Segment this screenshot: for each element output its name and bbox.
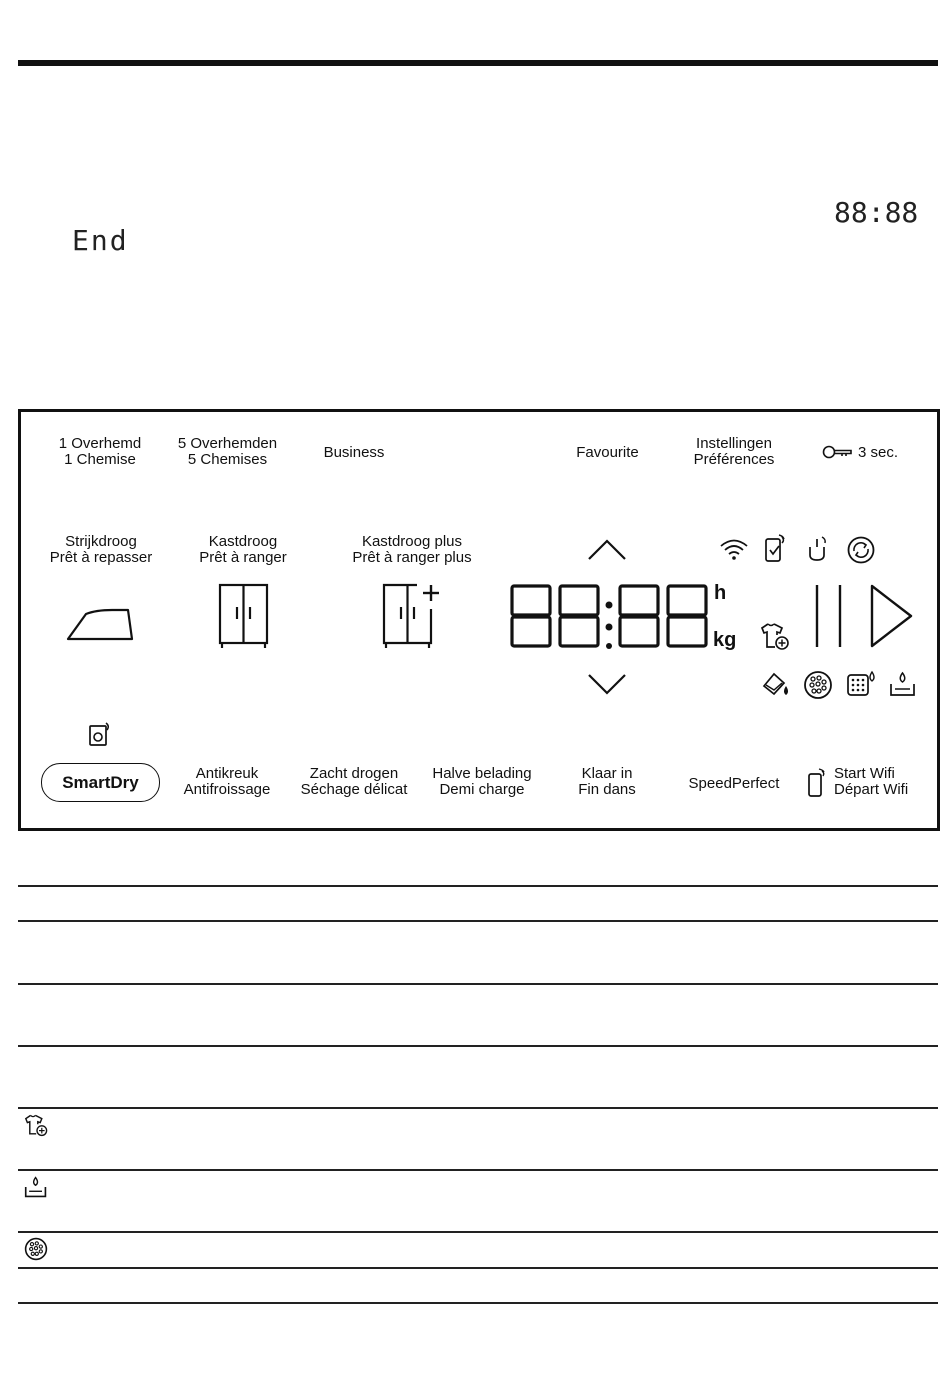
ready-in-label-fr: Fin dans xyxy=(578,781,636,798)
start-wifi-label-nl: Start Wifi xyxy=(834,765,895,782)
wardrobe-icon[interactable] xyxy=(218,583,270,649)
main-display xyxy=(510,583,710,649)
plug-icon xyxy=(807,535,831,563)
iron-dry-label xyxy=(40,534,162,566)
chevron-up-icon[interactable] xyxy=(587,537,627,561)
ready-in-button[interactable] xyxy=(562,766,652,798)
remote-start-icon xyxy=(764,533,788,563)
fluff-filter-icon xyxy=(24,1237,48,1261)
favourite-button[interactable]: Favourite xyxy=(576,444,639,461)
water-container-icon xyxy=(762,670,792,698)
pause-icon[interactable] xyxy=(812,583,846,649)
anticrease-button[interactable] xyxy=(177,766,277,798)
table-rule xyxy=(18,1107,938,1109)
key-icon xyxy=(822,445,854,459)
unit-kg: kg xyxy=(713,629,737,651)
water-tray-icon xyxy=(889,670,917,698)
settings-label-nl: Instellingen xyxy=(696,435,772,452)
table-rule xyxy=(18,885,938,887)
shirt-plus-icon xyxy=(24,1113,50,1137)
gentle-dry-button[interactable] xyxy=(296,766,412,798)
play-icon[interactable] xyxy=(868,583,914,649)
start-wifi-label xyxy=(834,766,908,798)
table-rule xyxy=(18,1302,938,1304)
half-load-button[interactable] xyxy=(426,766,538,798)
fluff-filter-icon xyxy=(803,670,833,700)
shirt-plus-icon xyxy=(760,621,792,651)
ready-in-label-nl: Klaar in xyxy=(581,765,633,782)
refresh-icon xyxy=(846,535,876,565)
half-load-label-fr: Demi charge xyxy=(439,781,525,798)
condenser-icon xyxy=(846,670,876,698)
anticrease-label-nl: Antikreuk xyxy=(195,765,259,782)
table-rule xyxy=(18,1231,938,1233)
gentle-dry-label-fr: Séchage délicat xyxy=(300,781,408,798)
half-load-label-nl: Halve belading xyxy=(432,765,532,782)
cupboard-dry-plus-label xyxy=(343,534,481,566)
chevron-down-icon[interactable] xyxy=(587,673,627,697)
cupboard-dry-label-nl: Kastdroog xyxy=(208,533,278,550)
table-rule xyxy=(18,920,938,922)
start-wifi-button[interactable] xyxy=(806,766,918,800)
iron-dry-label-fr: Prêt à repasser xyxy=(49,549,153,566)
unit-hours: h xyxy=(714,582,727,604)
child-lock-button[interactable] xyxy=(822,443,912,463)
iron-dry-label-nl: Strijkdroog xyxy=(65,533,137,550)
header-rule xyxy=(18,60,938,66)
table-rule xyxy=(18,1267,938,1269)
gentle-dry-label-nl: Zacht drogen xyxy=(309,765,399,782)
five-shirts-label-nl: 5 Overhemden xyxy=(177,435,278,452)
one-shirt-button[interactable] xyxy=(50,436,150,468)
anticrease-label-fr: Antifroissage xyxy=(183,781,271,798)
five-shirts-button[interactable] xyxy=(170,436,285,468)
five-shirts-label-fr: 5 Chemises xyxy=(187,451,268,468)
water-tray-icon xyxy=(24,1175,48,1199)
end-display: End xyxy=(72,224,129,257)
one-shirt-label-nl: 1 Overhemd xyxy=(58,435,142,452)
cupboard-dry-label-fr: Prêt à ranger xyxy=(199,549,287,566)
start-wifi-label-fr: Départ Wifi xyxy=(834,781,909,798)
cupboard-dry-plus-label-nl: Kastdroog plus xyxy=(361,533,463,550)
wifi-icon xyxy=(719,537,749,561)
table-rule xyxy=(18,983,938,985)
table-rule xyxy=(18,1169,938,1171)
cupboard-dry-plus-label-fr: Prêt à ranger plus xyxy=(352,549,472,566)
phone-icon xyxy=(806,768,828,798)
wardrobe-plus-icon[interactable] xyxy=(381,581,443,649)
table-rule xyxy=(18,1045,938,1047)
iron-icon[interactable] xyxy=(66,590,136,642)
speedperfect-button[interactable]: SpeedPerfect xyxy=(688,775,780,792)
settings-button[interactable] xyxy=(683,436,785,468)
child-lock-label: 3 sec. xyxy=(858,444,899,461)
sensor-icon xyxy=(88,721,112,747)
time-display-small: 88:88 xyxy=(834,196,919,229)
smartdry-button[interactable]: SmartDry xyxy=(41,763,160,802)
cupboard-dry-label xyxy=(193,534,293,566)
one-shirt-label-fr: 1 Chemise xyxy=(64,451,136,468)
settings-label-fr: Préférences xyxy=(693,451,775,468)
business-button[interactable]: Business xyxy=(323,444,385,461)
